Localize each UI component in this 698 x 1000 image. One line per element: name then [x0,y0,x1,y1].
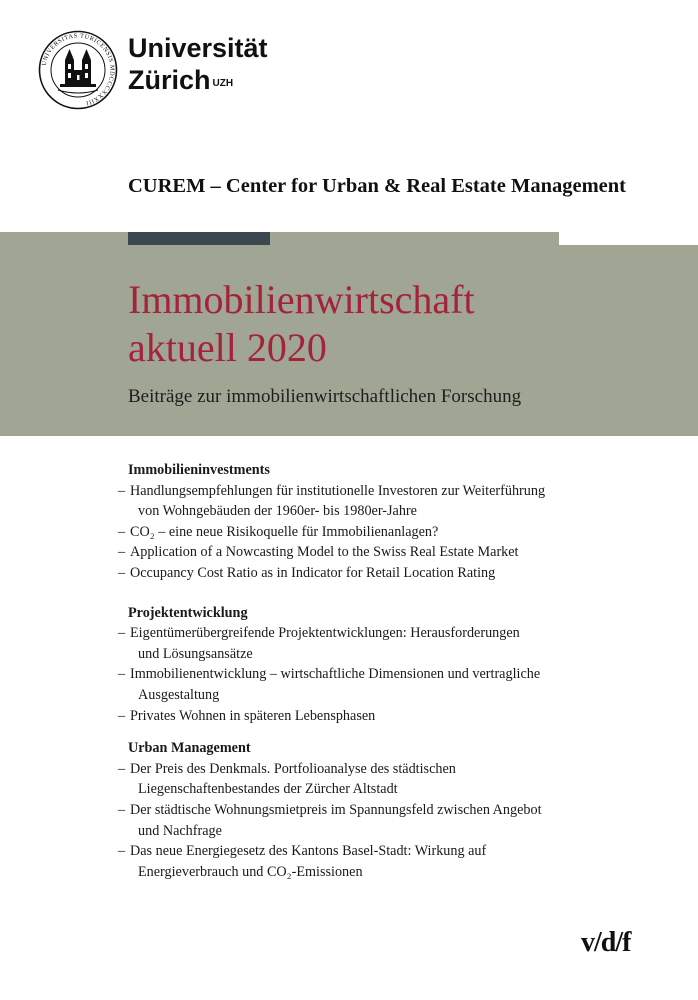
section-heading: Projektentwicklung [128,604,248,621]
contents-item-line1: Das neue Energiegesetz des Kantons Basel-Stadt: Wirkung auf [130,843,487,860]
section-heading: Urban Management [128,740,251,757]
list-dash: – [118,544,126,561]
list-dash: – [118,666,126,683]
contents-item-line1: Privates Wohnen in späteren Lebensphasen [130,707,376,724]
list-dash: – [118,801,126,818]
contents-item [118,800,598,841]
list-dash: – [118,843,126,860]
contents-item-line2: und Nachfrage [138,822,222,839]
publisher-logo: v/d/f [581,927,631,958]
book-title [128,276,475,372]
list-dash: – [118,564,126,581]
contents-item [118,522,598,543]
university-name-line2: Zürich [128,65,211,95]
list-dash: – [118,707,126,724]
contents-item-line2: von Wohngebäuden der 1960er- bis 1980er-Jahre [138,503,417,520]
contents-item-line1: Der Preis des Denkmals. Portfolioanalyse des städtischen [130,760,456,777]
contents-item [118,841,598,882]
list-dash: – [118,482,126,499]
university-name [128,32,268,96]
contents-item [118,563,598,584]
book-title-line1: Immobilienwirtschaft [128,277,475,322]
contents-item [118,542,598,563]
contents-item-line1: Handlungsempfehlungen für institutionelle Investoren zur Weiterführung [130,482,546,499]
contents-section [118,603,598,727]
contents-item [118,706,598,727]
table-of-contents [118,460,598,901]
university-abbr: UZH [212,78,234,89]
contents-section [118,460,598,584]
contents-item-line1: Der städtische Wohnungsmietpreis im Spannungsfeld zwischen Angebot [130,801,542,818]
contents-section [118,738,598,882]
contents-item-line1: Application of a Nowcasting Model to the Swiss Real Estate Market [130,544,519,561]
accent-bar [128,232,270,245]
contents-item-line1: CO₂ – eine neue Risikoquelle für Immobilienanlagen? [130,523,439,540]
contents-item [118,759,598,800]
contents-item-line2: und Lösungsansätze [138,645,253,662]
contents-item [118,623,598,664]
university-seal-logo [38,30,118,110]
band-notch [559,232,698,245]
list-dash: – [118,523,126,540]
institute-name: CUREM – Center for Urban & Real Estate Management [128,175,626,197]
svg-text:UNIVERSITAS TURICENSIS MDCCCXX: UNIVERSITAS TURICENSIS MDCCCXXXIII [40,32,116,107]
section-heading: Immobilieninvestments [128,462,270,478]
contents-item [118,481,598,522]
book-subtitle: Beiträge zur immobilienwirtschaftlichen Forschung [128,386,522,407]
contents-item [118,664,598,705]
book-title-line2: aktuell 2020 [128,325,327,370]
contents-item-line2: Energieverbrauch und CO₂-Emissionen [138,863,363,880]
contents-item-line2: Ausgestaltung [138,686,220,703]
university-name-line1: Universität [128,33,268,63]
contents-item-line1: Eigentümerübergreifende Projektentwicklungen: Herausforderungen [130,625,520,642]
list-dash: – [118,625,126,642]
list-dash: – [118,760,126,777]
contents-item-line2: Liegenschaftenbestandes der Zürcher Altstadt [138,781,398,798]
contents-item-line1: Occupancy Cost Ratio as in Indicator for Retail Location Rating [130,564,496,581]
contents-item-line1: Immobilienentwicklung – wirtschaftliche Dimensionen und vertragliche [130,666,541,683]
